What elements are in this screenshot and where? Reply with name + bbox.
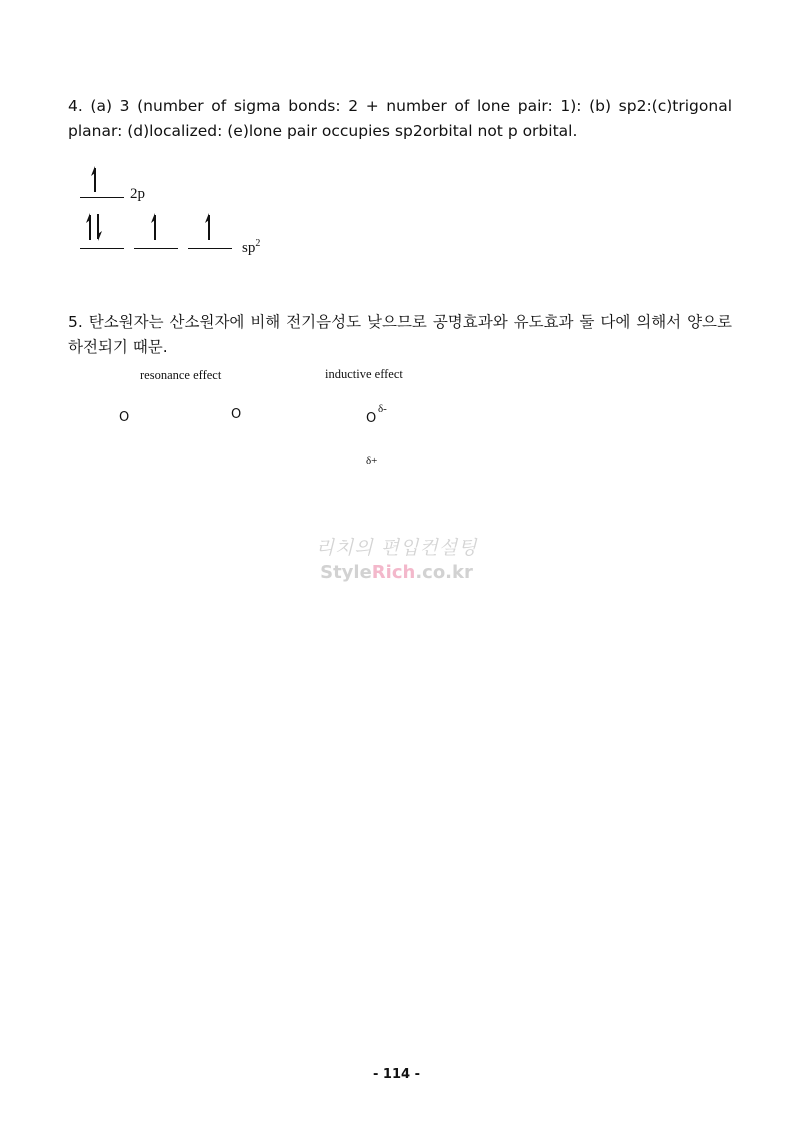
- p-orbital-line: [80, 197, 124, 198]
- resonance-effect-label: resonance effect: [140, 368, 222, 382]
- oxygen-atom: O: [231, 407, 242, 422]
- electron-arrows: [78, 162, 298, 262]
- up-arrow-icon: [151, 213, 155, 240]
- delta-minus-charge: δ-: [378, 403, 387, 415]
- question-5-answer: 5. 탄소원자는 산소원자에 비해 전기음성도 낮으므로 공명효과와 유도효과 둘 다에 의해서 양으로 하전되기 때문.: [68, 313, 732, 356]
- sp2-orbital-line: [134, 248, 178, 249]
- question-4-answer: 4. (a) 3 (number of sigma bonds: 2 + number of lone pair: 1): (b) sp2:(c)trigonal planar: (d)localized: (e)lone pair occupies sp2orbital not p orbital.: [68, 97, 732, 140]
- orbital-label-sp2: $sp^2$: [242, 238, 261, 256]
- page-number: - 114 -: [373, 1067, 420, 1082]
- paired-arrows-icon: [86, 213, 102, 241]
- up-arrow-icon: [91, 166, 95, 192]
- orbital-label-2p: 2p: [130, 186, 145, 202]
- delta-plus-charge: δ+: [366, 455, 378, 467]
- watermark-korean: 리치의 편입컨설팅: [315, 537, 478, 559]
- watermark-url: StyleRich.co.kr: [320, 562, 473, 583]
- up-arrow-icon: [205, 213, 209, 240]
- oxygen-atom: O: [366, 411, 377, 426]
- inductive-effect-label: inductive effect: [325, 367, 403, 381]
- orbital-energy-diagram: [78, 162, 298, 262]
- oxygen-atom: O: [119, 410, 130, 425]
- sp2-orbital-line: [188, 248, 232, 249]
- sp2-orbital-line: [80, 248, 124, 249]
